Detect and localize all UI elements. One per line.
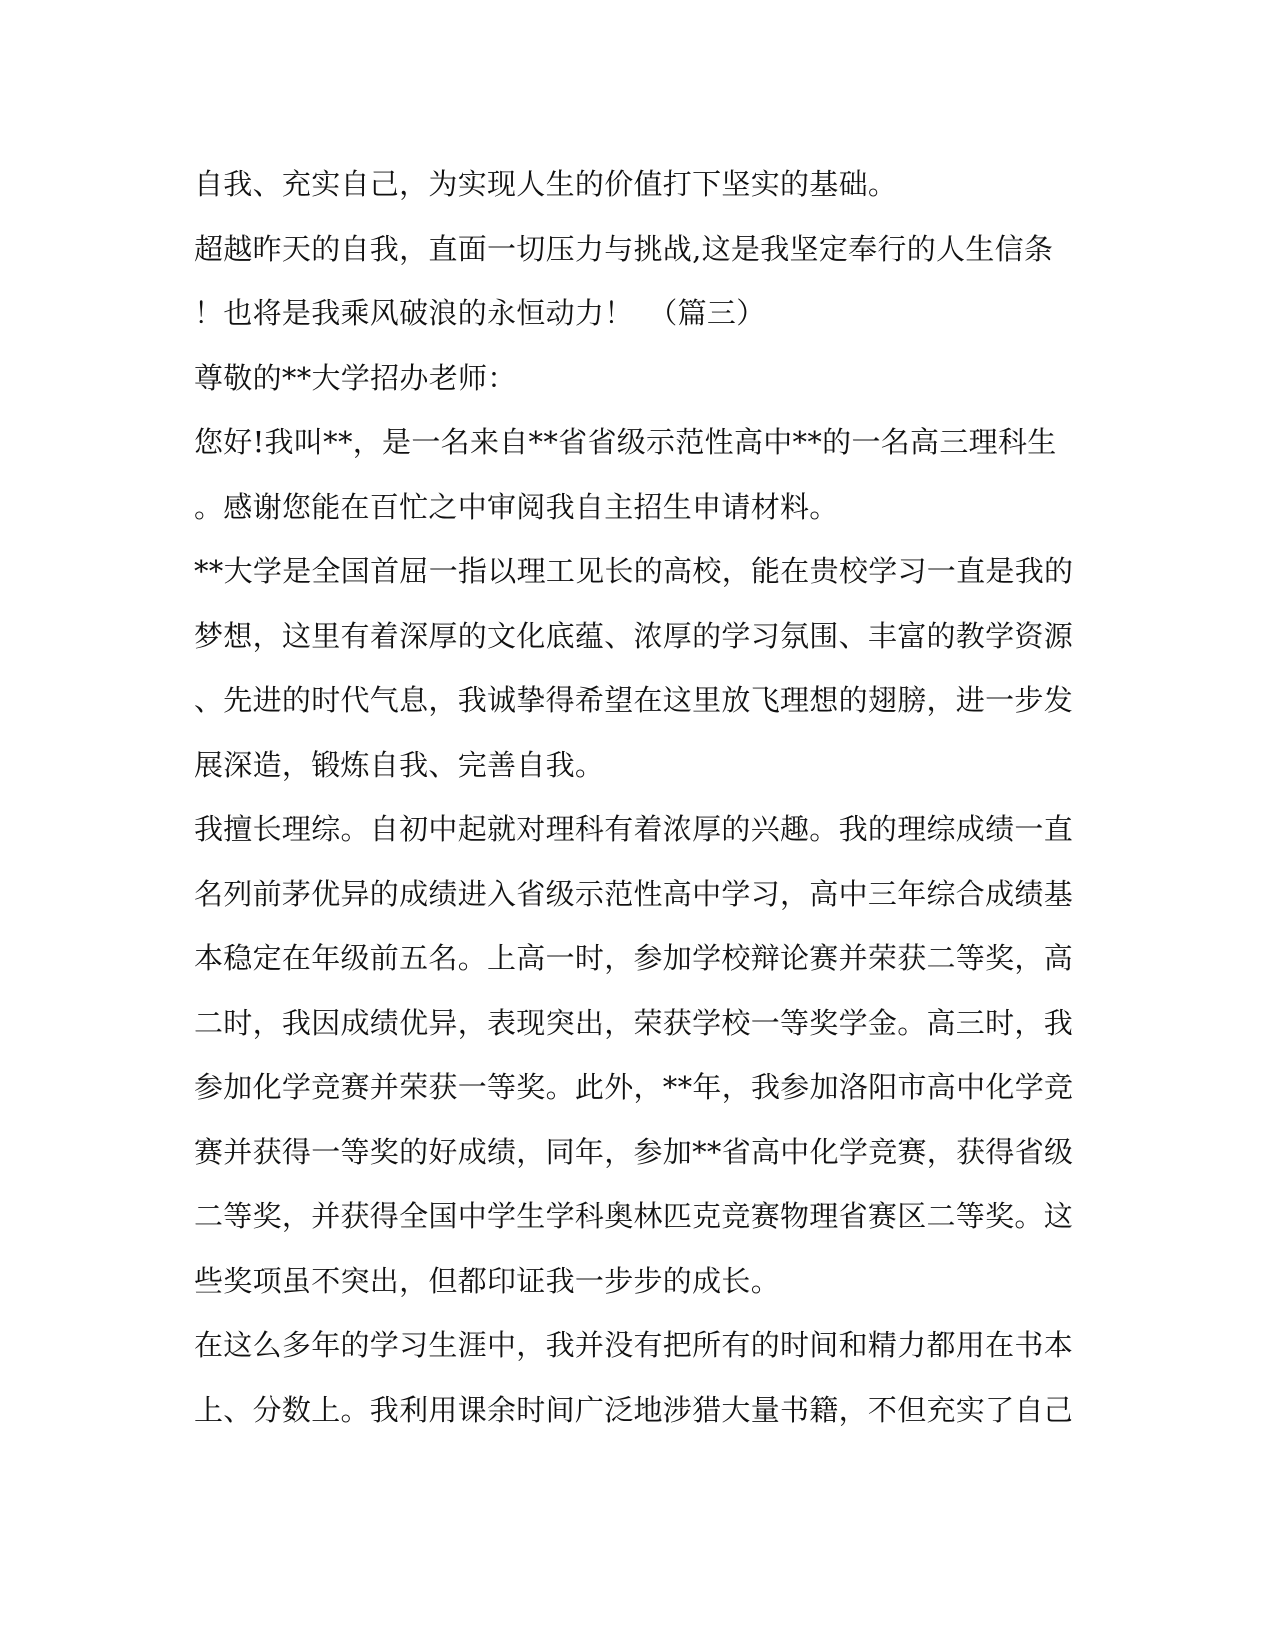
text-line: 本稳定在年级前五名。上高一时，参加学校辩论赛并荣获二等奖，高 — [194, 941, 1074, 975]
text-line: 参加化学竞赛并荣获一等奖。此外，**年，我参加洛阳市高中化学竞 — [194, 1070, 1074, 1104]
text-line: 些奖项虽不突出，但都印证我一步步的成长。 — [194, 1263, 781, 1298]
text-line: 梦想，这里有着深厚的文化底蕴、浓厚的学习氛围、丰富的教学资源 — [194, 618, 1074, 653]
body-text — [194, 152, 1074, 1442]
text-line: 。感谢您能在百忙之中审阅我自主招生申请材料。 — [194, 489, 839, 524]
text-line: 名列前茅优异的成绩进入省级示范性高中学习，高中三年综合成绩基 — [194, 876, 1074, 911]
text-line: 我擅长理综。自初中起就对理科有着浓厚的兴趣。我的理综成绩一直 — [194, 812, 1074, 846]
text-line: 自我、充实自己，为实现人生的价值打下坚实的基础。 — [194, 167, 898, 201]
text-line: 二等奖，并获得全国中学生学科奥林匹克竞赛物理省赛区二等奖。这 — [194, 1199, 1074, 1233]
text-line: 超越昨天的自我，直面一切压力与挑战,这是我坚定奉行的人生信条 — [194, 231, 1054, 266]
text-line: 在这么多年的学习生涯中，我并没有把所有的时间和精力都用在书本 — [194, 1328, 1074, 1362]
text-line: 展深造，锻炼自我、完善自我。 — [194, 747, 605, 782]
text-line: 、先进的时代气息，我诚挚得希望在这里放飞理想的翅膀，进一步发 — [194, 683, 1074, 717]
text-line: 您好!我叫**，是一名来自**省省级示范性高中**的一名高三理科生 — [194, 425, 1057, 459]
text-line: **大学是全国首屈一指以理工见长的高校，能在贵校学习一直是我的 — [194, 554, 1074, 588]
text-line: 二时，我因成绩优异，表现突出，荣获学校一等奖学金。高三时，我 — [194, 1005, 1074, 1040]
text-line: 上、分数上。我利用课余时间广泛地涉猎大量书籍，不但充实了自己 — [194, 1392, 1074, 1427]
salutation-line: 尊敬的**大学招办老师： — [194, 360, 517, 395]
text-line: 赛并获得一等奖的好成绩，同年，参加**省高中化学竞赛，获得省级 — [194, 1134, 1074, 1169]
text-line: ！也将是我乘风破浪的永恒动力！ （篇三） — [194, 296, 766, 330]
